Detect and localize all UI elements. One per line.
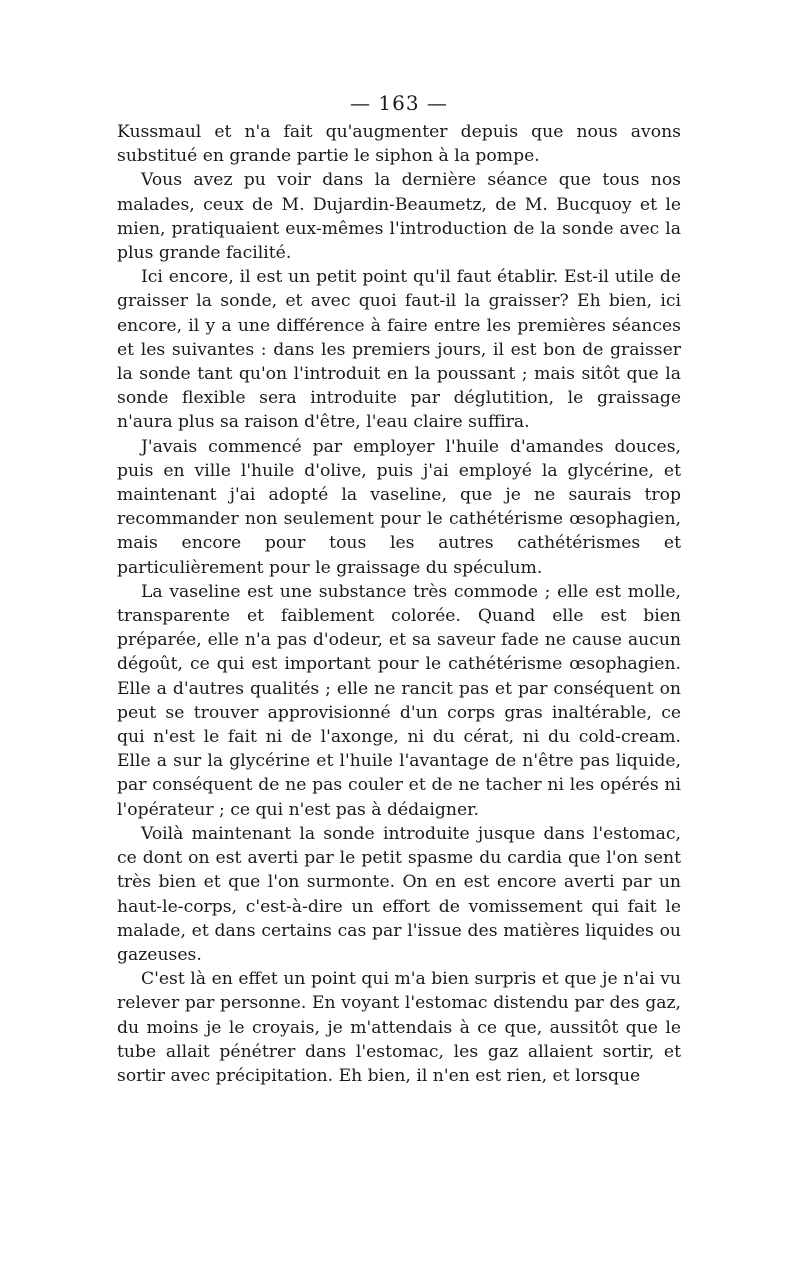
paragraph: Ici encore, il est un petit point qu'il faut établir. Est-il utile de graisser la sonde, et avec quoi faut-il la graisser? Eh bien, ici encore, il y a une différence à faire entre les premières séances et les suivantes : dans les premiers jours, il est bon de graisser la sonde tant qu'on l'introduit en la poussant ; mais sitôt que la sonde flexible sera introduite par déglutition, le graissage n'aura plus sa raison d'être, l'eau claire suffira. [117,267,681,433]
paragraph: C'est là en effet un point qui m'a bien surpris et que je n'ai vu relever par personne. En voyant l'estomac distendu par des gaz, du moins je le croyais, je m'attendais à ce que, aussitôt que le tube allait pénétrer dans l'estomac, les gaz allaient sortir, et sortir avec précipitation. Eh bien, il n'en est rien, et lorsque [117,969,681,1086]
body-text [117,120,681,1088]
paragraph: J'avais commencé par employer l'huile d'amandes douces, puis en ville l'huile d'olive, puis j'ai employé la glycérine, et maintenant j'ai adopté la vaseline, que je ne saurais trop recommander non seulement pour le cathétérisme œsophagien, mais encore pour tous les autres cathétérismes et particulièrement pour le graissage du spéculum. [117,436,681,578]
paragraph: La vaseline est une substance très commode ; elle est molle, transparente et faiblement colorée. Quand elle est bien préparée, elle n'a pas d'odeur, et sa saveur fade ne cause aucun dégoût, ce qui est important pour le cathétérisme œsophagien. Elle a d'autres qualités ; elle ne rancit pas et par conséquent on peut se trouver approvisionné d'un corps gras inaltérable, ce qui n'est le fait ni de l'axonge, ni du cérat, ni du cold-cream. Elle a sur la glycérine et l'huile l'avantage de n'être pas liquide, par conséquent de ne pas couler et de ne tacher ni les opérés ni l'opérateur ; ce qui n'est pas à dédaigner. [117,581,681,820]
page-number: — 163 — [350,91,448,115]
paragraph: Vous avez pu voir dans la dernière séance que tous nos malades, ceux de M. Dujardin-Beaumetz, de M. Bucquoy et le mien, pratiquaient eux-mêmes l'introduction de la sonde avec la plus grande facilité. [117,170,681,264]
book-page [117,88,681,1088]
paragraph-continued: Kussmaul et n'a fait qu'augmenter depuis que nous avons substitué en grande partie le siphon à la pompe. [117,122,681,167]
paragraph: Voilà maintenant la sonde introduite jusque dans l'estomac, ce dont on est averti par le petit spasme du cardia que l'on sent très bien et que l'on surmonte. On en est encore averti par un haut-le-corps, c'est-à-dire un effort de vomissement qui fait le malade, et dans certains cas par l'issue des matières liquides ou gazeuses. [117,823,681,965]
